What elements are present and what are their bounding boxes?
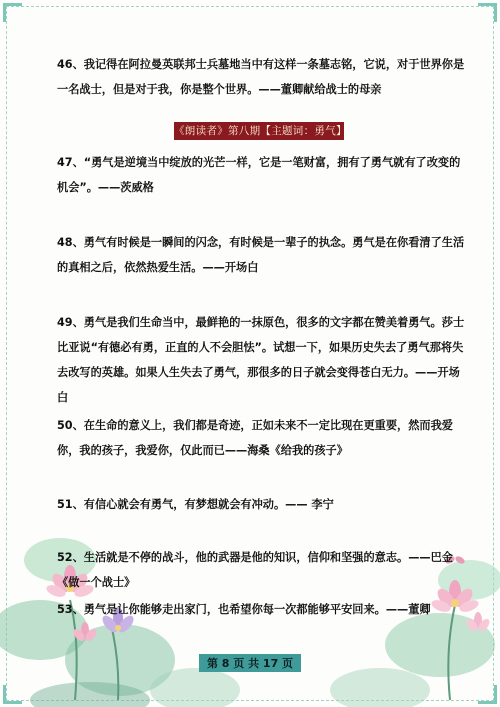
quote-49: 49、勇气是我们生命当中，最鲜艳的一抹原色，很多的文字都在赞美着勇气。莎士比亚说“有德必有勇，正直的人不会胆怯”。试想一下，如果历史失去了勇气那将失去改写的英雄。如果人生失去了勇气，那很多的日子就会变得苍白无力。——开场白 [57,316,465,404]
quote-52: 52、生活就是不停的战斗，他的武器是他的知识，信仰和坚强的意志。——巴金《做一个战士》 [57,551,453,589]
quote-48: 48、勇气有时候是一瞬间的闪念，有时候是一辈子的执念。勇气是在你看清了生活的真相之后，依然热爱生活。——开场白 [57,236,465,274]
quote-51: 51、有信心就会有勇气，有梦想就会有冲动。—— 李宁 [57,498,334,511]
page-footer [0,654,500,672]
quote-53: 53、勇气是让你能够走出家门，也希望你每一次都能够平安回来。——董卿 [57,603,431,616]
page-number: 第 8 页 共 17 页 [199,654,301,672]
quote-47: 47、“勇气是逆境当中绽放的光芒一样，它是一笔财富，拥有了勇气就有了改变的机会”。——茨威格 [57,156,461,194]
quote-50: 50、在生命的意义上，我们都是奇迹，正如未来不一定比现在更重要，然而我爱你，我的孩子，我爱你，仅此而已——海桑《给我的孩子》 [57,419,453,457]
quote-46: 46、我记得在阿拉曼英联邦士兵墓地当中有这样一条墓志铭，它说，对于世界你是一名战士，但是对于我，你是整个世界。——董卿献给战士的母亲 [57,58,465,96]
section-banner: 《朗读者》第八期【主题词：勇气】 [174,122,344,140]
